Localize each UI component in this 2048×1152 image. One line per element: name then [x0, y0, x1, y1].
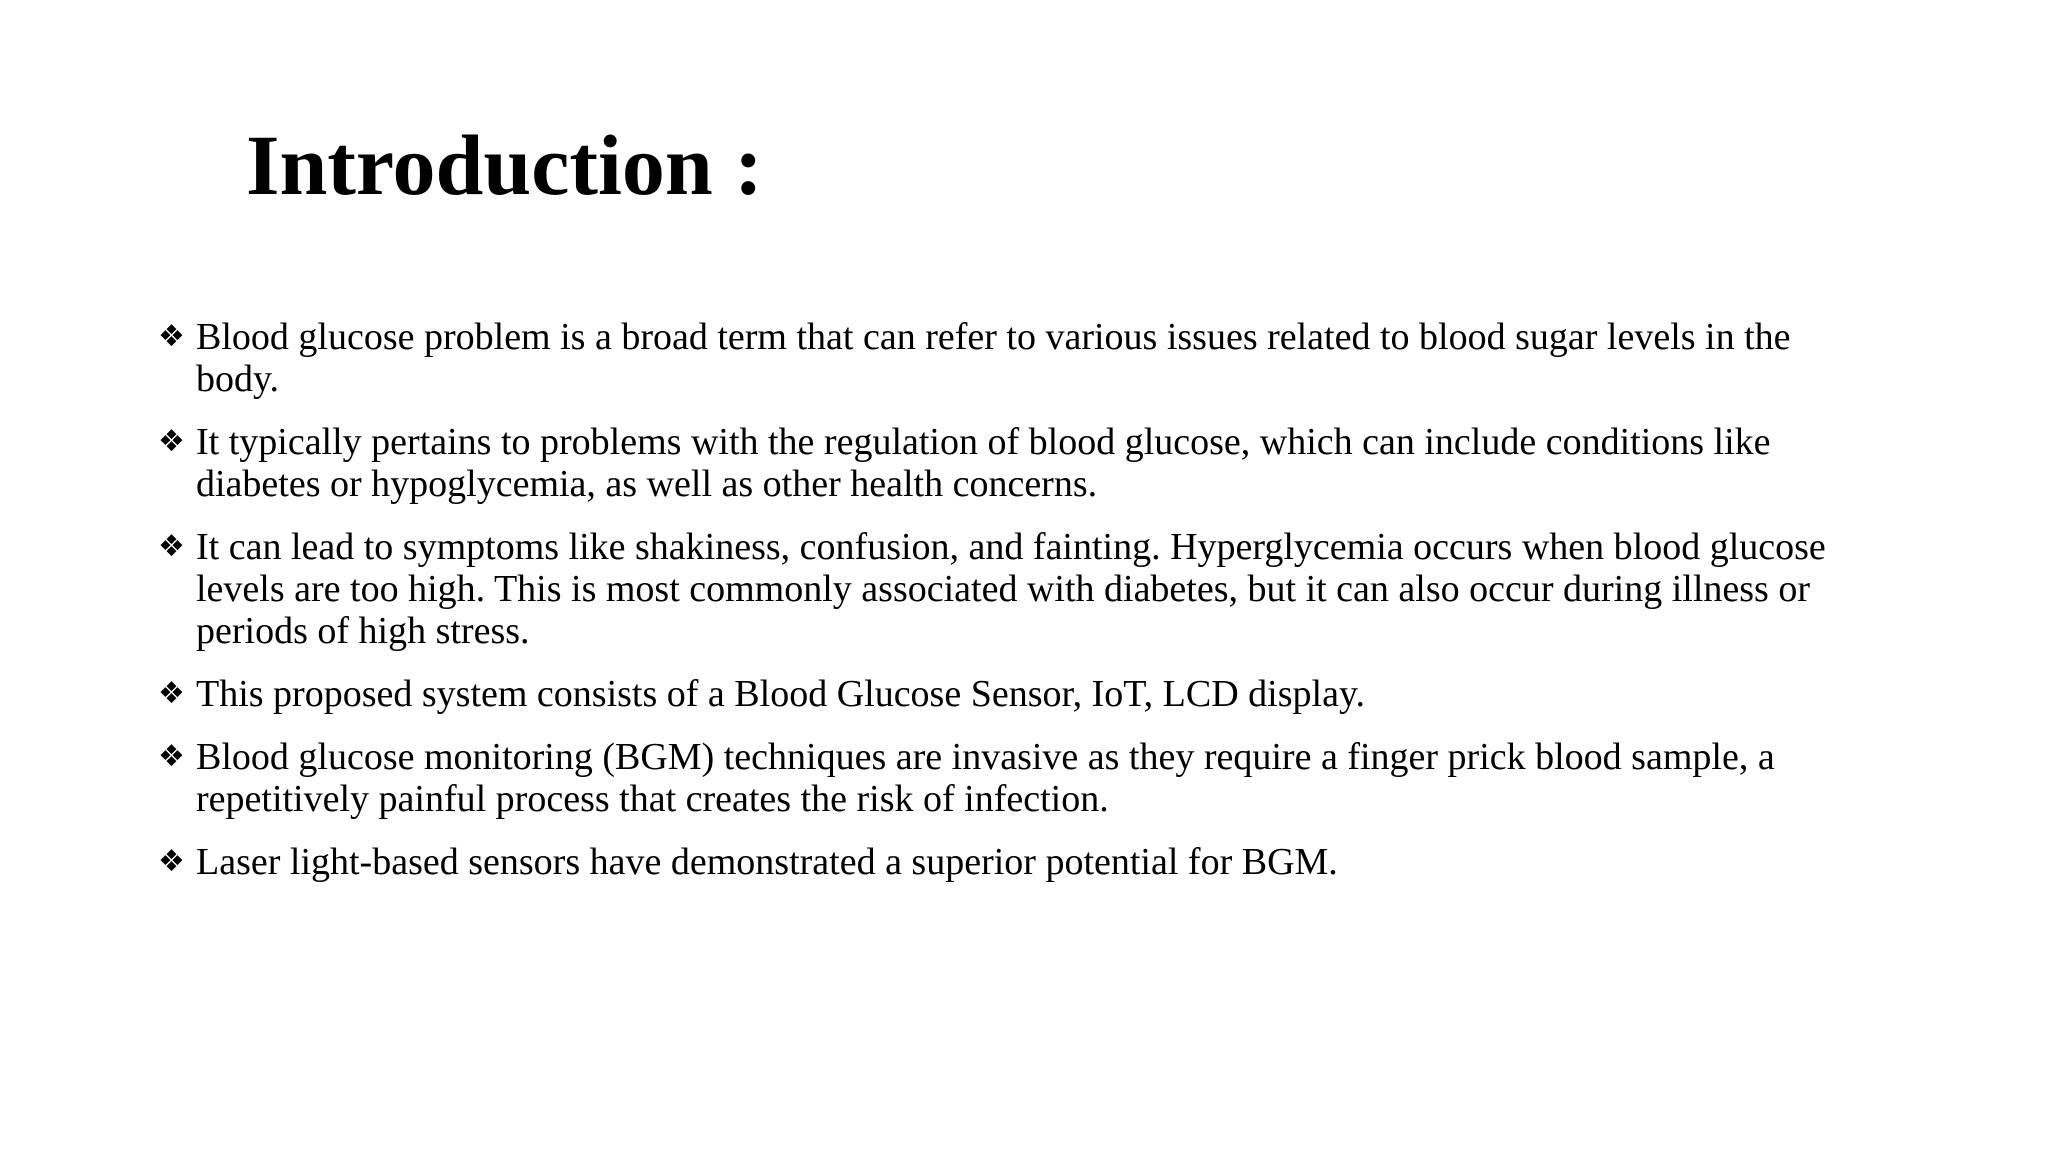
four-diamond-icon: ❖ — [158, 739, 185, 774]
bullet-text: It typically pertains to problems with the regulation of blood glucose, which can include conditions like diabetes or hypoglycemia, as well as other health concerns. — [196, 421, 1771, 505]
four-diamond-icon: ❖ — [158, 844, 185, 879]
list-item — [158, 421, 1878, 505]
bullet-text: This proposed system consists of a Blood Glucose Sensor, IoT, LCD display. — [196, 673, 1365, 715]
slide-title: Introduction : — [246, 117, 763, 213]
list-item — [158, 316, 1878, 400]
bullet-text: Blood glucose monitoring (BGM) techniques are invasive as they require a finger prick blood sample, a repetitively painful process that creates the risk of infection. — [196, 736, 1775, 820]
bullet-text: Blood glucose problem is a broad term that can refer to various issues related to blood sugar levels in the body. — [196, 316, 1791, 400]
four-diamond-icon: ❖ — [158, 424, 185, 459]
list-item — [158, 736, 1878, 820]
four-diamond-icon: ❖ — [158, 529, 185, 564]
list-item — [158, 673, 1878, 715]
four-diamond-icon: ❖ — [158, 319, 185, 354]
four-diamond-icon: ❖ — [158, 676, 185, 711]
bullet-list — [158, 316, 1878, 904]
bullet-text: It can lead to symptoms like shakiness, confusion, and fainting. Hyperglycemia occurs when blood glucose levels are too high. This is most commonly associated with diabetes, but it can also occur during illness or periods of high stress. — [196, 526, 1826, 652]
bullet-text: Laser light-based sensors have demonstrated a superior potential for BGM. — [196, 841, 1338, 883]
list-item — [158, 526, 1878, 652]
list-item — [158, 841, 1878, 883]
